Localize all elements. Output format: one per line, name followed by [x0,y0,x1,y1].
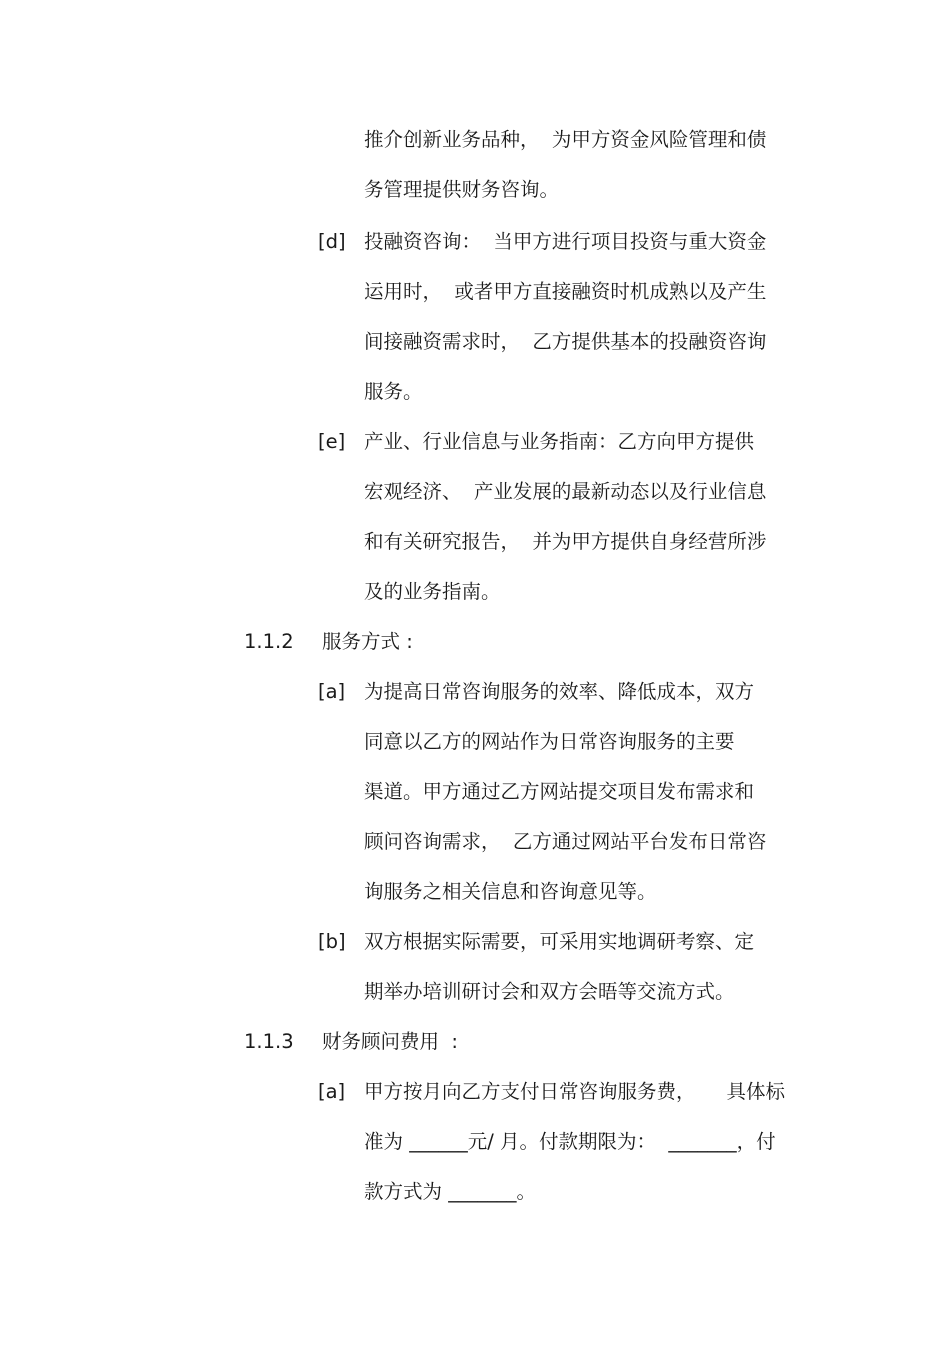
intro-line-1: 推介创新业务品种， 为甲方资金风险管理和债 [364,128,767,151]
section-112-item-b-line-2: 期举办培训研讨会和双方会晤等交流方式。 [364,980,735,1003]
section-112-number: 1.1.2 [244,630,294,653]
section-113-item-a-line-3: 款方式为 _______。 [364,1180,536,1203]
section-112-item-a-marker: [a] [318,680,346,703]
section-112-item-b-marker: [b] [318,930,346,953]
item-d-marker: [d] [318,230,346,253]
section-112-item-a-line-4: 顾问咨询需求， 乙方通过网站平台发布日常咨 [364,830,767,853]
section-112-item-a-line-3: 渠道。甲方通过乙方网站提交项目发布需求和 [364,780,755,803]
item-d-line-1: 投融资咨询： 当甲方进行项目投资与重大资金 [364,230,767,253]
item-d-line-3: 间接融资需求时， 乙方提供基本的投融资咨询 [364,330,767,353]
section-112-item-b-line-1: 双方根据实际需要，可采用实地调研考察、定 [364,930,755,953]
item-d-line-2: 运用时， 或者甲方直接融资时机成熟以及产生 [364,280,767,303]
section-112-item-a-line-1: 为提高日常咨询服务的效率、降低成本，双方 [364,680,755,703]
section-112-title: 服务方式 : [322,630,413,653]
item-e-marker: [e] [318,430,346,453]
item-e-line-2: 宏观经济、 产业发展的最新动态以及行业信息 [364,480,767,503]
item-e-line-3: 和有关研究报告， 并为甲方提供自身经营所涉 [364,530,767,553]
section-112-item-a-line-2: 同意以乙方的网站作为日常咨询服务的主要 [364,730,735,753]
section-113-title: 财务顾问费用 : [322,1030,458,1053]
section-113-item-a-marker: [a] [318,1080,346,1103]
section-113-number: 1.1.3 [244,1030,294,1053]
section-113-item-a-line-1: 甲方按月向乙方支付日常咨询服务费， 具体标 [364,1080,785,1103]
section-113-item-a-line-2: 准为 ______元/ 月。付款期限为： _______，付 [364,1130,776,1153]
intro-line-2: 务管理提供财务咨询。 [364,178,560,201]
item-e-line-4: 及的业务指南。 [364,580,501,603]
item-e-line-1: 产业、行业信息与业务指南：乙方向甲方提供 [364,430,755,453]
item-d-line-4: 服务。 [364,380,423,403]
section-112-item-a-line-5: 询服务之相关信息和咨询意见等。 [364,880,657,903]
